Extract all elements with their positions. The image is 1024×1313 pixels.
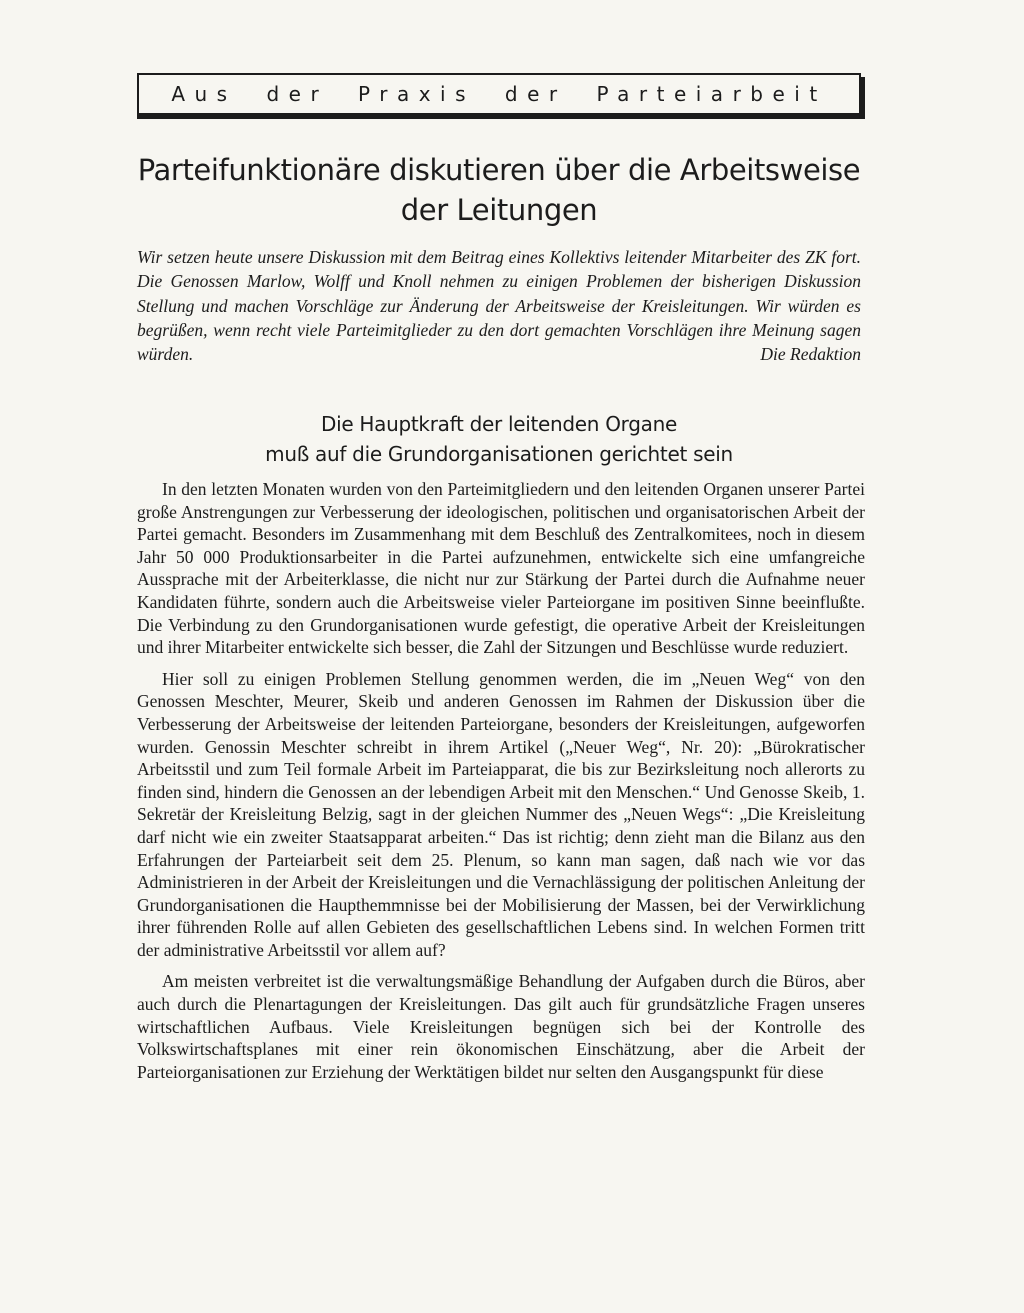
section-header: Aus der Praxis der Parteiarbeit bbox=[171, 82, 827, 106]
subtitle-line-2: muß auf die Grundorganisationen gerichtet sein bbox=[265, 442, 733, 466]
article-title bbox=[137, 150, 861, 230]
article-title-line-1: Parteifunktionäre diskutieren über die Arbeitsweise bbox=[137, 153, 861, 187]
section-header-box bbox=[137, 73, 861, 115]
body-paragraph-3: Am meisten verbreitet ist die verwaltungsmäßige Behandlung der Aufgaben durch die Büros, aber auch durch die Plenartagungen der Kreisleitungen. Das gilt auch für grundsätzliche Fragen unseres wirtschaftlichen Aufbaus. Viele Kreisleitungen begnügen sich bei der Kontrolle des Volkswirtschaftsplanes mit einer rein ökonomischen Einschätzung, aber die Arbeit der Parteiorganisationen zur Erziehung der Werktätigen bildet nur selten den Ausgangspunkt für diese bbox=[137, 971, 865, 1082]
editorial-intro bbox=[137, 245, 861, 366]
body-paragraph-2: Hier soll zu einigen Problemen Stellung genommen werden, die im „Neuen Weg“ von den Genossen Meschter, Meurer, Skeib und anderen Genossen im Rahmen der Diskussion über die Verbesserung der Arbeitsweise der leitenden Parteiorgane, besonders der Kreisleitungen, aufgeworfen wurden. Genossin Meschter schreibt in ihrem Artikel („Neuer Weg“, Nr. 20): „Bürokratischer Arbeitsstil und zum Teil formale Arbeit im Parteiapparat, die bis zur Bezirksleitung noch allerorts zu finden sind, hindern die Genossen an der lebendigen Arbeit mit den Menschen.“ Und Genosse Skeib, 1. Sekretär der Kreisleitung Belzig, sagt in der gleichen Nummer des „Neuen Wegs“: „Die Kreisleitung darf nicht wie ein zweiter Staatsapparat arbeiten.“ Das ist richtig; denn zieht man die Bilanz aus den Erfahrungen der Parteiarbeit seit dem 25. Plenum, so kann man sagen, daß nach wie vor das Administrieren in der Arbeit der Kreisleitungen und die Vernachlässigung der politischen Anleitung der Grundorganisationen die Haupthemmnisse bei der Mobilisierung der Massen, bei der Verwirklichung ihrer führenden Rolle auf allen Gebieten des gesellschaftlichen Lebens sind. In welchen Formen tritt der administrative Arbeitsstil vor allem auf? bbox=[137, 668, 865, 960]
intro-signature: Die Redaktion bbox=[760, 344, 861, 365]
intro-text: Wir setzen heute unsere Diskussion mit dem Beitrag eines Kollektivs leitender Mitarbeiter des ZK fort. Die Genossen Marlow, Wolff und Knoll nehmen zu einigen Problemen der bisherigen Diskussion Stellung und machen Vorschläge zur Änderung der Arbeitsweise der Kreisleitungen. Wir würden es begrüßen, wenn recht viele Parteimitglieder zu den dort gemachten Vorschlägen ihre Meinung sagen würden. bbox=[137, 247, 861, 365]
article-title-line-2: der Leitungen bbox=[400, 193, 598, 227]
body-paragraph-1: In den letzten Monaten wurden von den Parteimitgliedern und den leitenden Organen unserer Partei große Anstrengungen zur Verbesserung der ideologischen, politischen und organisatorischen Arbeit der Partei gemacht. Besonders im Zusammenhang mit dem Beschluß des Zentralkomitees, noch in diesem Jahr 50 000 Produktionsarbeiter in die Partei aufzunehmen, entwickelte sich eine umfangreiche Aussprache mit der Arbeiterklasse, die nicht nur zur Stärkung der Partei durch die Aufnahme neuer Kandidaten führte, sondern auch die Arbeitsweise vieler Parteiorgane im positiven Sinne beeinflußte. Die Verbindung zu den Grundorganisationen wurde gefestigt, die operative Arbeit der Kreisleitungen und ihrer Mitarbeiter entwickelte sich besser, die Zahl der Sitzungen und Beschlüsse wurde reduziert. bbox=[137, 479, 865, 658]
section-subtitle bbox=[137, 409, 861, 469]
subtitle-line-1: Die Hauptkraft der leitenden Organe bbox=[321, 412, 677, 436]
article-body bbox=[137, 478, 865, 1092]
